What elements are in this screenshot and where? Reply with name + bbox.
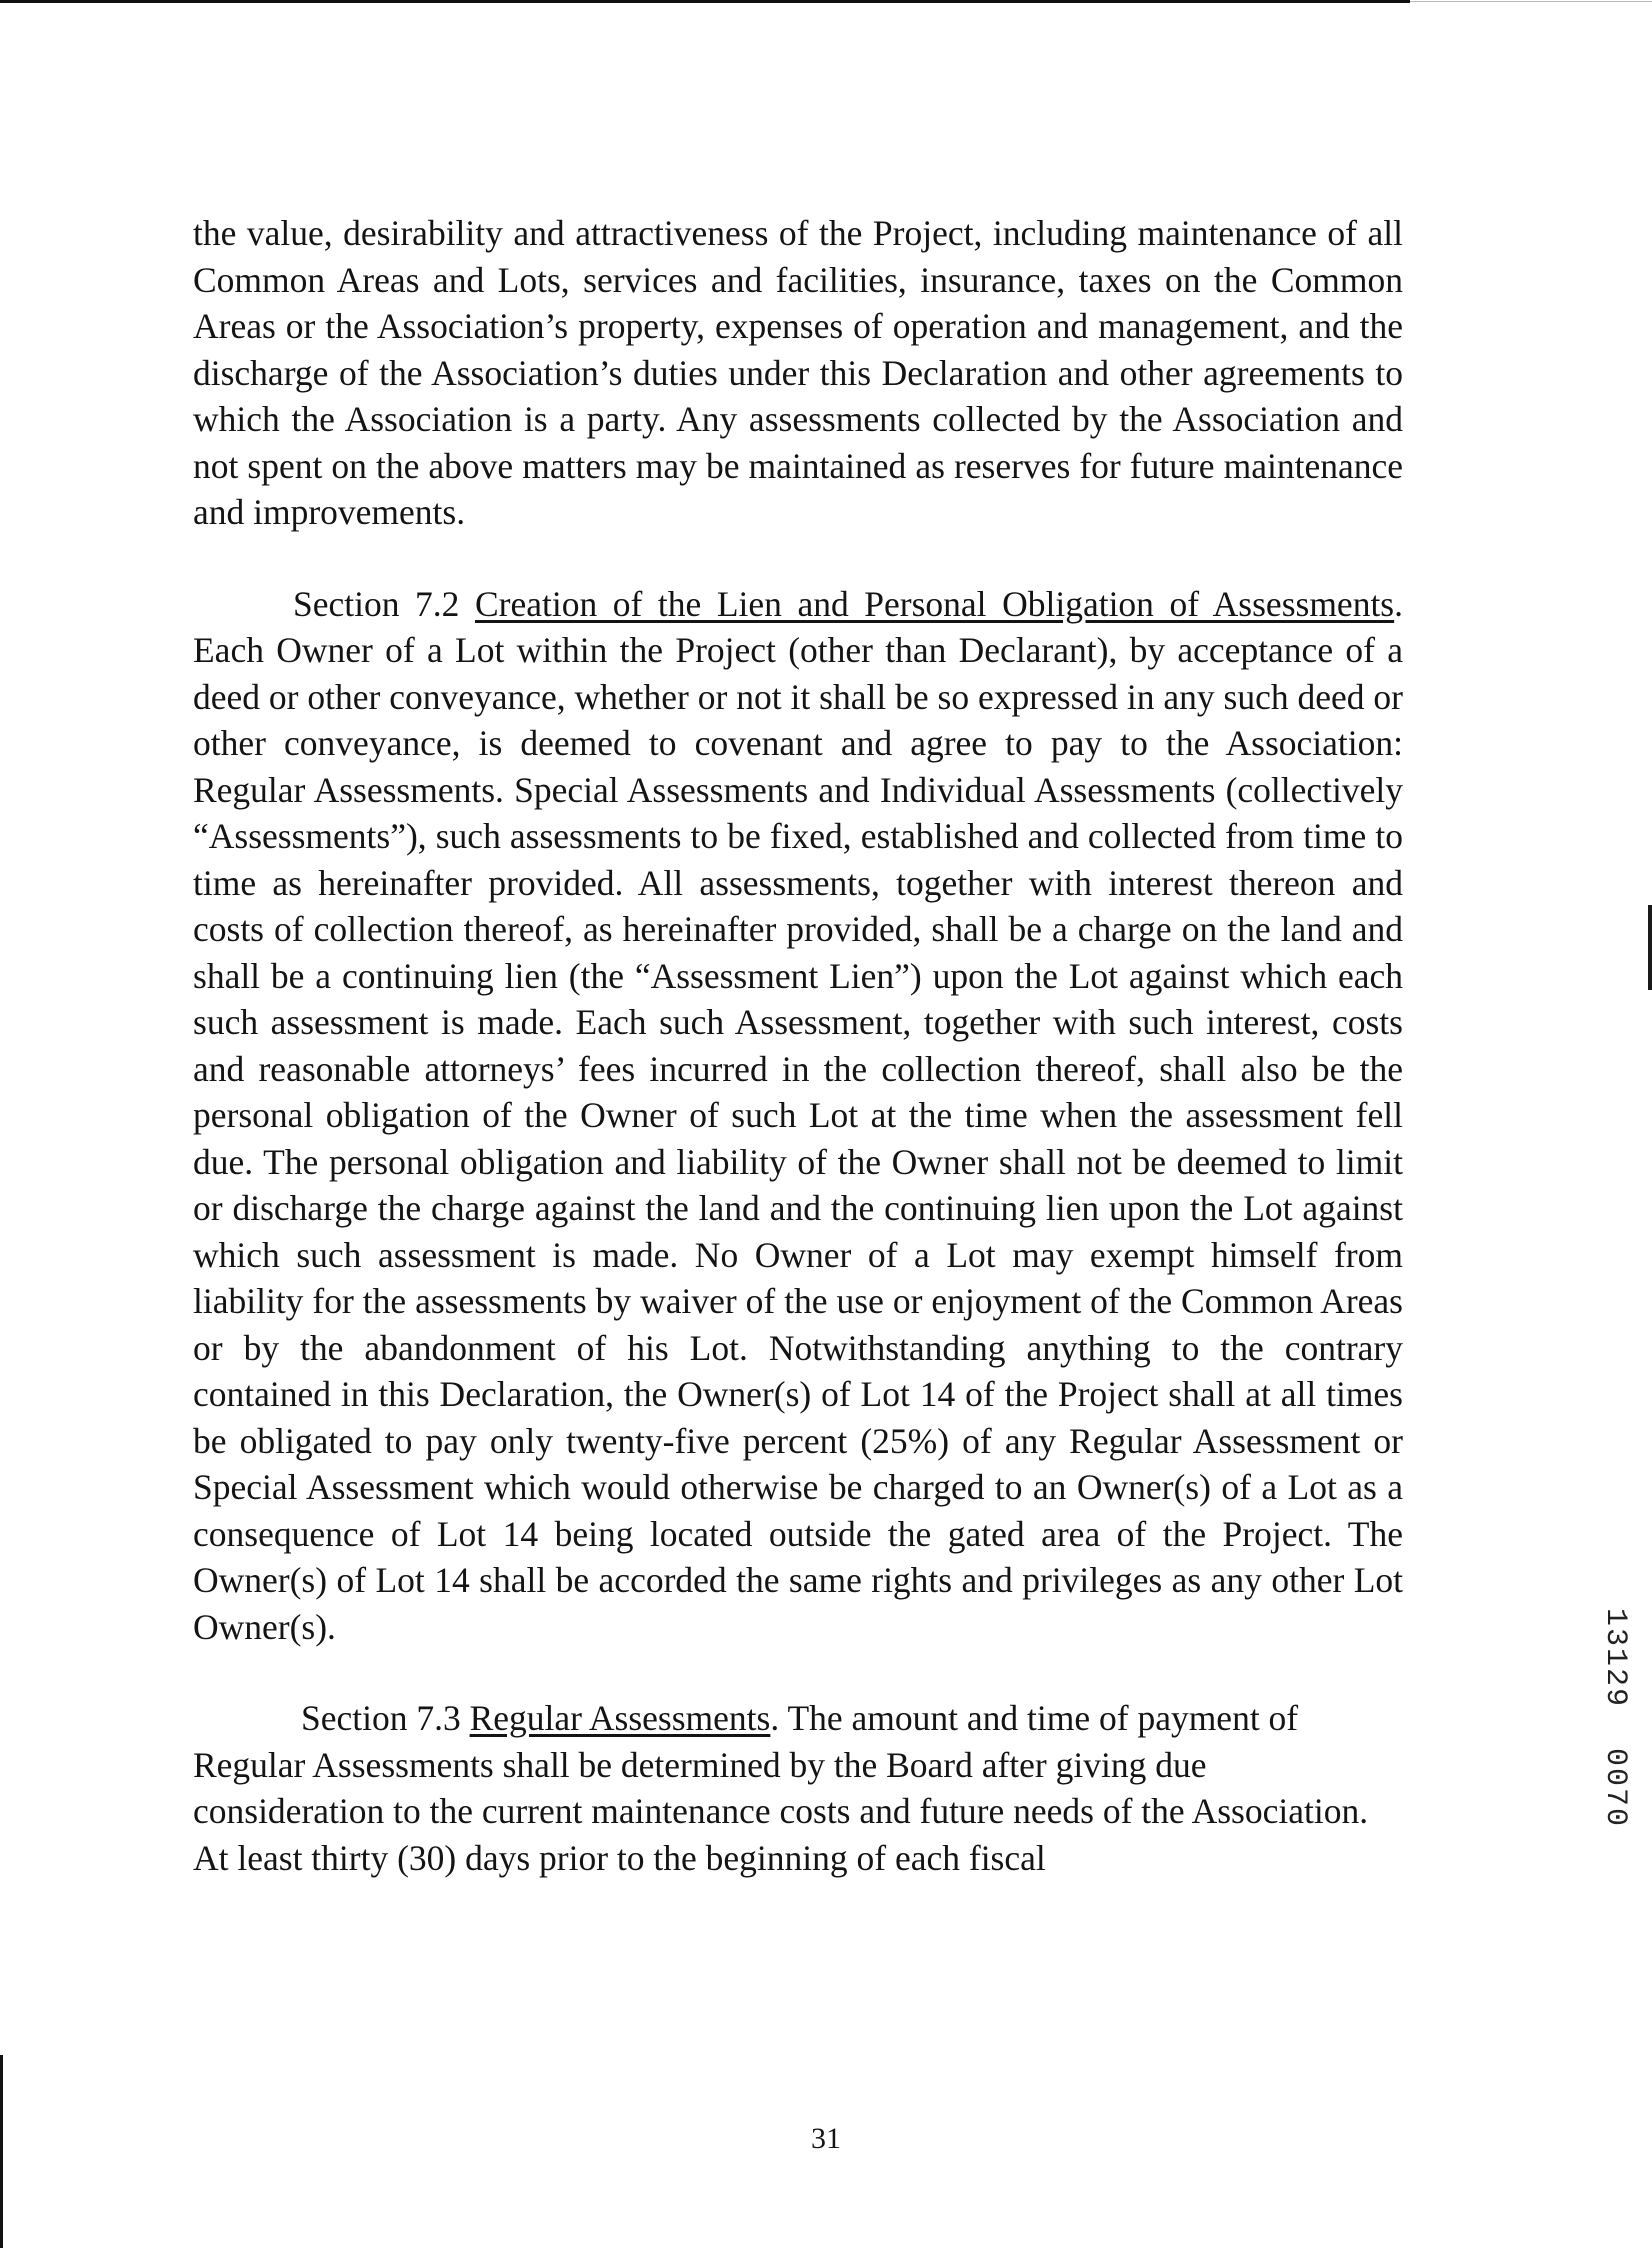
section-7-3-body: . The amount and time of payment of Regular Assessments shall be determined by the Board after giving due consideration to the current maintenance costs and future needs of the Association. At least thirty (30) days prior to the beginning of each fiscal	[193, 1698, 1369, 1878]
scan-right-edge-mark	[1648, 905, 1652, 990]
scan-top-border	[0, 0, 1410, 3]
recording-book-number: 13129	[1598, 1608, 1632, 1709]
section-7-3-paragraph	[193, 1695, 1383, 1881]
recording-stamp	[1600, 1608, 1630, 1828]
section-7-3-label: Section 7.3	[301, 1698, 461, 1738]
section-7-2-body: . Each Owner of a Lot within the Project (other than Declarant), by acceptance of a deed or other conveyance, whether or not it shall be so expressed in any such deed or other conveyance, is deemed to covenant and agree to pay to the Association: Regular Assessments. Special Assessments and Individual Assessments (collectively “Assessments”), such assessments to be fixed, established and collected from time to time as hereinafter provided. All assessments, together with interest thereon and costs of collection thereof, as hereinafter provided, shall be a charge on the land and shall be a continuing lien (the “Assessment Lien”) upon the Lot against which each such assessment is made. Each such Assessment, together with such interest, costs and reasonable attorneys’ fees incurred in the collection thereof, shall also be the personal obligation of the Owner of such Lot at the time when the assessment fell due. The personal obligation and liability of the Owner shall not be deemed to limit or discharge the charge against the land and the continuing lien upon the Lot against which such assessment is made. No Owner of a Lot may exempt himself from liability for the assessments by waiver of the use or enjoyment of the Common Areas or by the abandonment of his Lot. Notwithstanding anything to the contrary contained in this Declaration, the Owner(s) of Lot 14 of the Project shall at all times be obligated to pay only twenty-five percent (25%) of any Regular Assessment or Special Assessment which would otherwise be charged to an Owner(s) of a Lot as a consequence of Lot 14 being located outside the gated area of the Project. The Owner(s) of Lot 14 shall be accorded the same rights and privileges as any other Lot Owner(s).	[193, 583, 1403, 1647]
section-7-2-label: Section 7.2	[293, 583, 460, 624]
page-number: 31	[811, 2122, 841, 2155]
section-7-2-paragraph	[193, 581, 1403, 1651]
paragraph-continuation: the value, desirability and attractiveness of the Project, including maintenance of all Common Areas and Lots, services and facilities, insurance, taxes on the Common Areas or the Association’s property, expenses of operation and management, and the discharge of the Association’s duties under this Declaration and other agreements to which the Association is a party. Any assessments collected by the Association and not spent on the above matters may be maintained as reserves for future maintenance and improvements.	[193, 213, 1403, 532]
section-7-3-heading: Regular Assessments	[469, 1698, 771, 1738]
section-7-2-heading: Creation of the Lien and Personal Obligation of Assessments	[474, 583, 1395, 624]
scan-top-border-faint	[1410, 1, 1652, 2]
document-body	[193, 210, 1403, 1881]
recording-page-number: 0070	[1598, 1748, 1632, 1829]
